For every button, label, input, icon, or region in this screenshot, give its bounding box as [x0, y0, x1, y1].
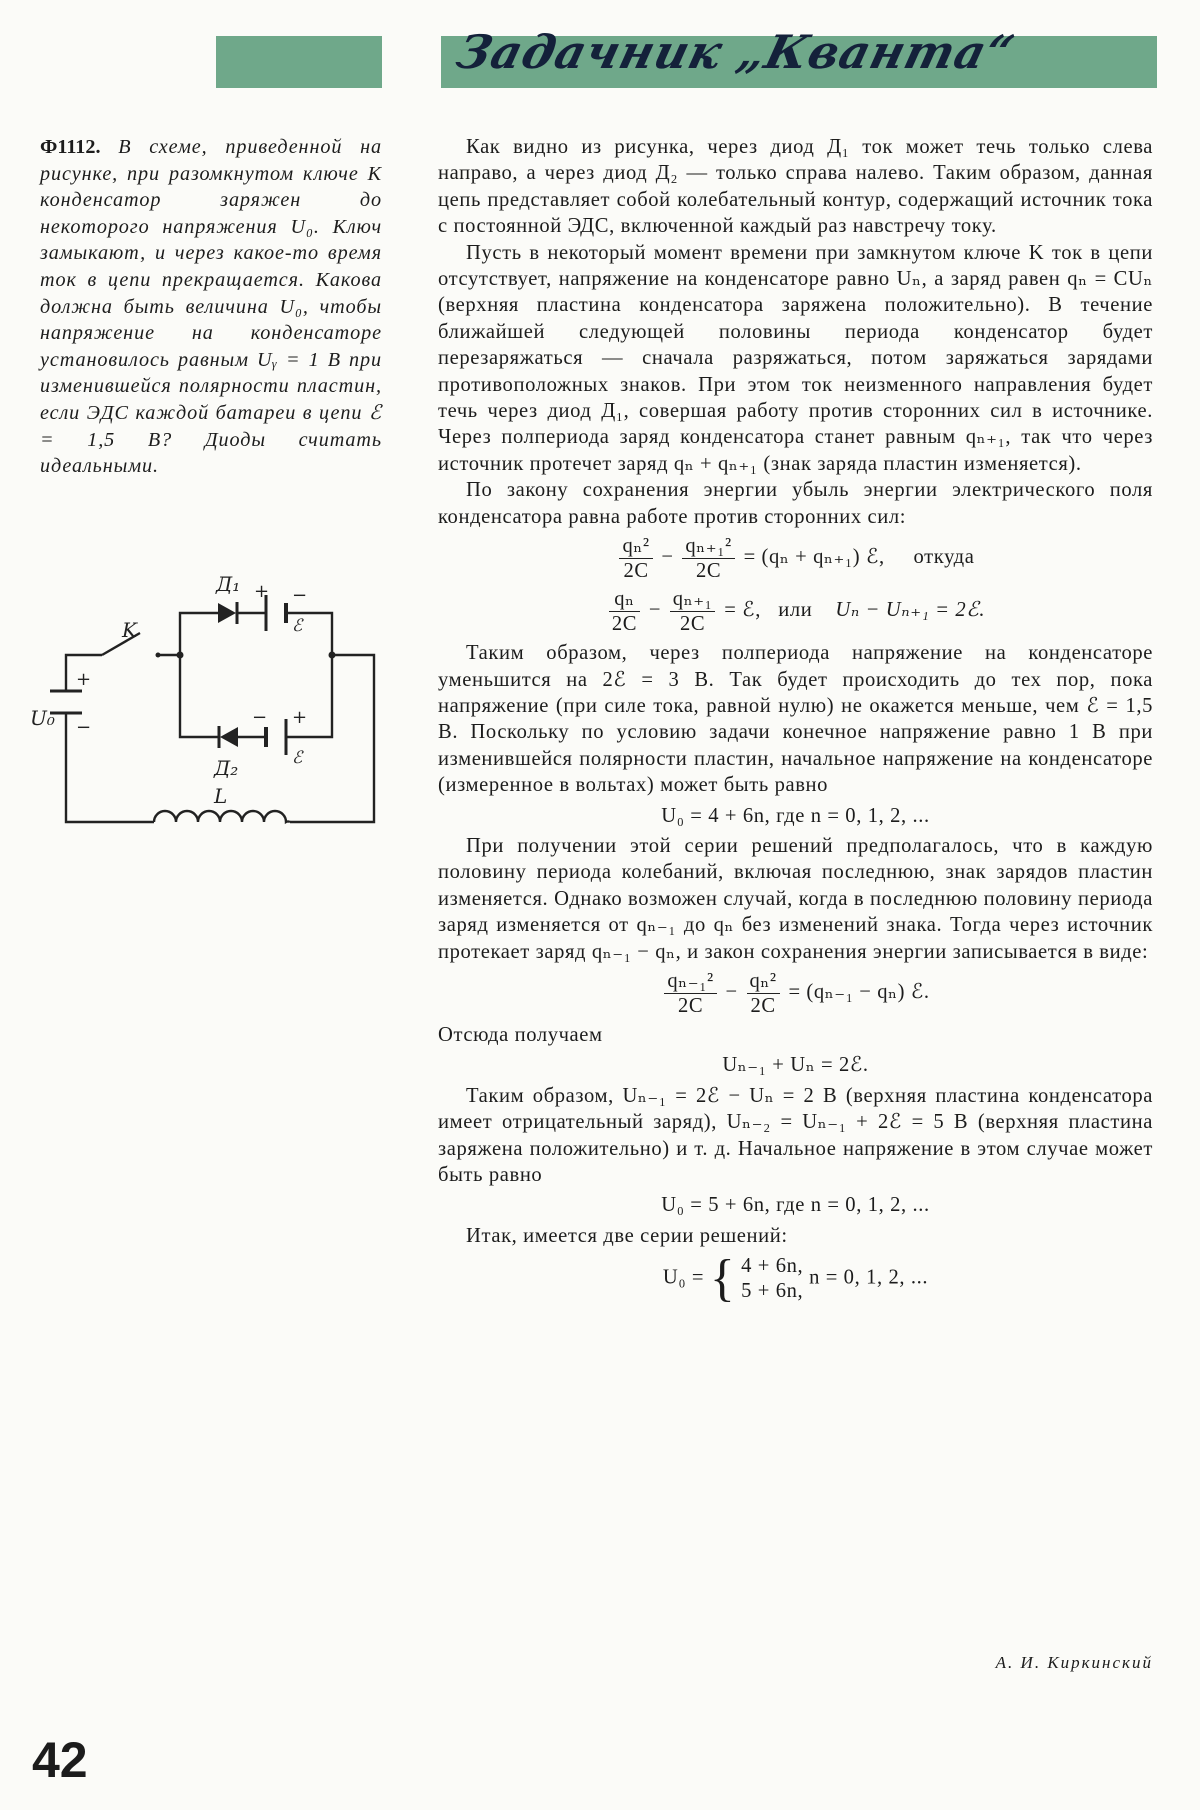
label-plus-1: +: [254, 581, 270, 602]
label-emf-2: ℰ: [292, 748, 303, 768]
fraction: $\frac{\text{qₙ₊₁}}{2C}$: [670, 587, 716, 636]
solution: [438, 134, 1153, 1309]
problem-statement: [40, 134, 382, 480]
label-inductor: L: [214, 784, 228, 808]
solution-paragraph-1: Как видно из рисунка, через диод Д₁ ток может течь только слева направо, а через диод Д₂ — только справа налево. Таким образом, данная цепь представляет собой колебательный контур, содержащий источник тока с постоянной ЭДС, включенной каждый раз навстречу току.: [438, 136, 1153, 238]
equation-series-1: U₀ = 4 + 6n, где n = 0, 1, 2, ...: [661, 804, 930, 827]
label-diode2: Д₂: [214, 756, 239, 780]
solution-paragraph-4: Таким образом, через полпериода напряжение на конденсаторе уменьшится на 2ℰ = 3 В. Так будет происходить до тех пор, пока напряжение (при силе тока, равной нулю) не окажется меньше, чем ℰ = 1,5 В. Поскольку по условию задачи конечное напряжение равно 1 В при изменившейся полярности пластин, начальное напряжение на конденсаторе (измеренное в вольтах) может быть равно: [438, 642, 1153, 797]
section-title: Задачник „Кванта“: [451, 25, 1021, 79]
equation-energy-2: $\frac{\text{qₙ}}{2C}$ − $\frac{\text{qₙ₊₁}}{2C}$ = ℰ, или Uₙ − Uₙ₊₁ = 2ℰ.: [438, 587, 1153, 636]
diode1-symbol: [218, 603, 236, 623]
header-band-left: [216, 36, 382, 88]
label-cap-minus: −: [76, 717, 92, 738]
label-key: K: [122, 618, 137, 642]
solution-paragraph-5: При получении этой серии решений предполагалось, что в каждую половину периода колебаний, включая последнюю, знак зарядов пластин изменяется. Однако возможен случай, когда в последнюю половину периода заряд изменяется от qₙ₋₁ до qₙ без изменений знака. Тогда через источник протекает заряд qₙ₋₁ − qₙ, и закон сохранения энергии записывается в виде:: [438, 834, 1153, 963]
wire-branch-top: [180, 613, 218, 655]
label-plus-2: +: [292, 707, 308, 728]
label-minus-1: −: [292, 585, 308, 606]
circuit-diagram: [30, 572, 390, 855]
problem-text: В схеме, приведенной на рисунке, при разомкнутом ключе K конденсатор заряжен до некоторого напряжения U₀. Ключ замыкают, и через какое-то время ток в цепи прекращается. Какова должна быть величина U₀, чтобы напряжение на конденсаторе установилось равным Uᵧ = 1 В при изменившейся полярности пластин, если ЭДС каждой батареи в цепи ℰ = 1,5 В? Диоды считать идеальными.: [40, 136, 382, 478]
equation-energy-3: $\frac{\text{qₙ₋₁²}}{2C}$ − $\frac{\text{qₙ²}}{2C}$ = (qₙ₋₁ − qₙ) ℰ.: [438, 969, 1153, 1018]
problem-number: Ф1112.: [40, 136, 101, 158]
fraction: $\frac{\text{qₙ₋₁²}}{2C}$: [664, 969, 716, 1018]
equation-series-2: U₀ = 5 + 6n, где n = 0, 1, 2, ...: [661, 1194, 930, 1217]
fraction: $\frac{\text{qₙ²}}{2C}$: [619, 534, 652, 583]
solution-paragraph-8: Итак, имеется две серии решений:: [466, 1224, 788, 1247]
diode2-symbol: [220, 727, 238, 747]
solution-paragraph-6: Отсюда получаем: [438, 1023, 603, 1046]
equation-energy-1: $\frac{\text{qₙ²}}{2C}$ − $\frac{\text{qₙ₊₁²}}{2C}$ = (qₙ + qₙ₊₁) ℰ, откуда: [438, 534, 1153, 583]
label-diode1: Д₁: [216, 572, 241, 596]
wire-branch-bottom: [180, 655, 218, 737]
fraction: $\frac{\text{qₙ}}{2C}$: [609, 587, 640, 636]
key-contact: [156, 653, 161, 658]
solution-paragraph-7: Таким образом, Uₙ₋₁ = 2ℰ − Uₙ = 2 В (верхняя пластина конденсатора имеет отрицательный заряд), Uₙ₋₂ = Uₙ₋₁ + 2ℰ = 5 В (верхняя пластина заряжена положительно) и т. д. Начальное напряжение в этом случае может быть равно: [438, 1084, 1153, 1186]
label-capacitor: U₀: [30, 706, 55, 730]
label-emf-1: ℰ: [292, 616, 303, 636]
label-minus-2: −: [252, 707, 268, 728]
solution-paragraph-2: Пусть в некоторый момент времени при замкнутом ключе K ток в цепи отсутствует, напряжение на конденсаторе равно Uₙ, а заряд равен qₙ = CUₙ (верхняя пластина конденсатора заряжена положительно). В течение ближайшей следующей половины периода конденсатор будет перезаряжаться — сначала разряжаться, потом заряжаться зарядами противоположных знаков. При этом ток неизменного направления будет течь через диод Д₁, совершая работу против сторонних сил в источнике. Через полпериода заряд конденсатора станет равным qₙ₊₁, так что через источник протечет заряд qₙ + qₙ₊₁ (знак заряда пластин изменяется).: [438, 241, 1153, 475]
inductor-coil: [154, 811, 290, 822]
label-cap-plus: +: [76, 669, 92, 690]
equation-answer: U₀ = { 4 + 6n, 5 + 6n, n = 0, 1, 2, ...: [662, 1250, 929, 1308]
solution-paragraph-3: По закону сохранения энергии убыль энергии электрического поля конденсатора равна работе против сторонних сил:: [438, 479, 1153, 528]
author-signature: А. И. Киркинский: [995, 1653, 1153, 1672]
node-left: [177, 652, 184, 659]
node-right: [329, 652, 336, 659]
fraction: $\frac{\text{qₙ₊₁²}}{2C}$: [682, 534, 734, 583]
equation-sum: Uₙ₋₁ + Uₙ = 2ℰ.: [722, 1054, 869, 1077]
fraction: $\frac{\text{qₙ²}}{2C}$: [747, 969, 780, 1018]
page-number: 42: [32, 1732, 88, 1788]
